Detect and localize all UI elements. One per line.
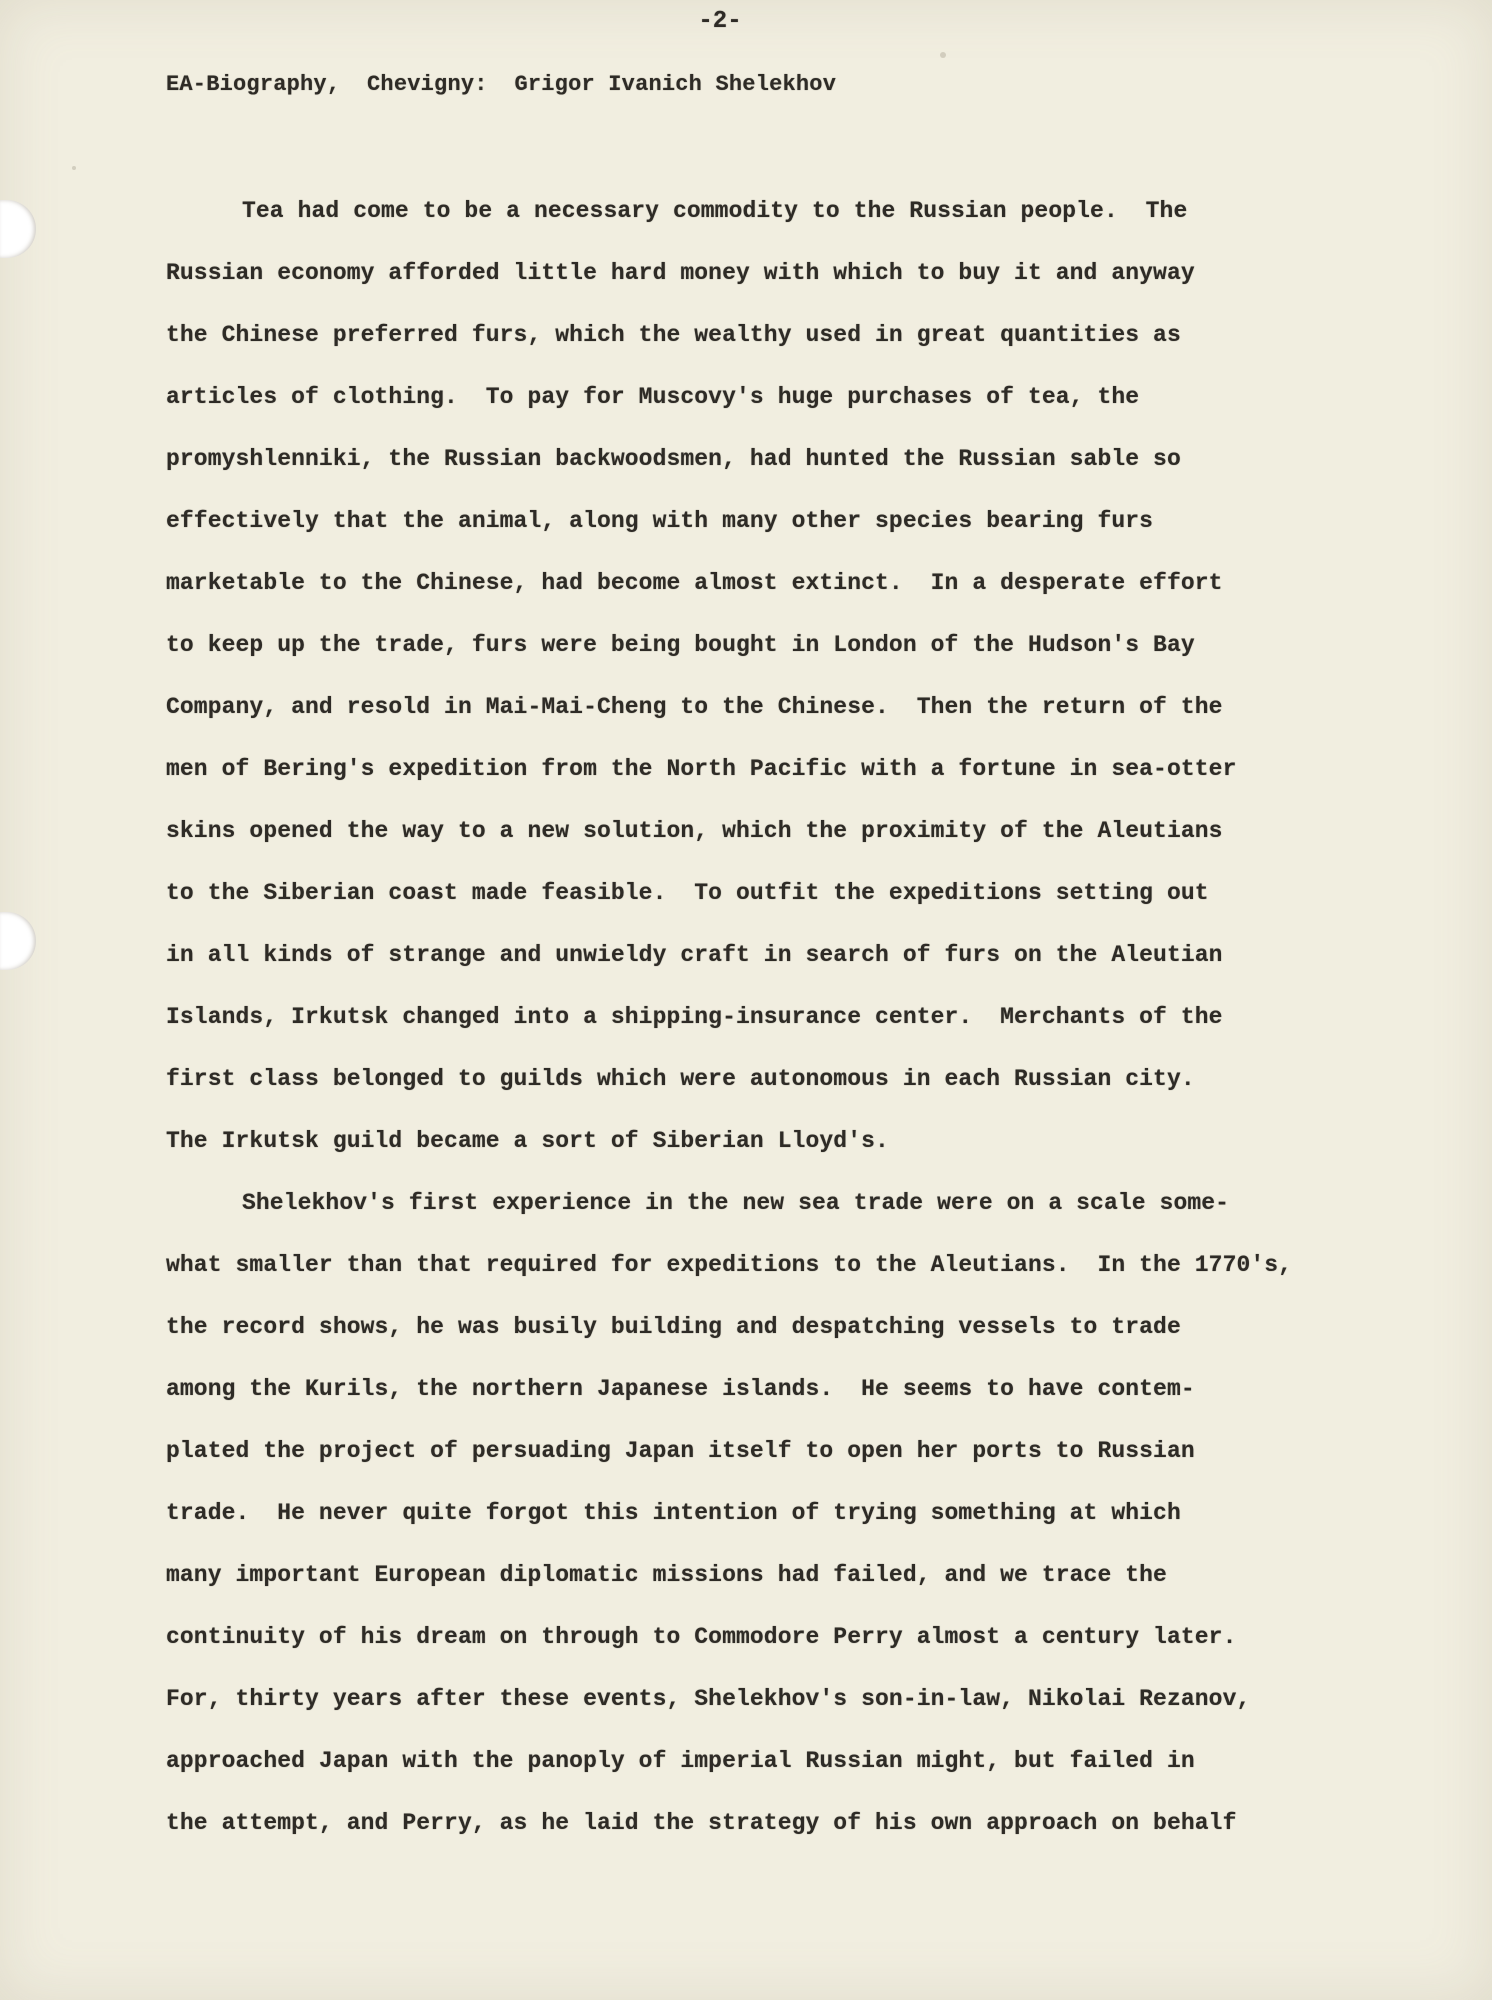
text-line: continuity of his dream on through to Commodore Perry almost a century later. [166, 1624, 1237, 1650]
text-line: approached Japan with the panoply of imperial Russian might, but failed in [166, 1748, 1195, 1774]
text-line: articles of clothing. To pay for Muscovy's huge purchases of tea, the [166, 384, 1140, 410]
text-line: Tea had come to be a necessary commodity to the Russian people. The [242, 198, 1188, 224]
text-line: many important European diplomatic missions had failed, and we trace the [166, 1562, 1167, 1588]
text-line: what smaller than that required for expeditions to the Aleutians. In the 1770's, [166, 1252, 1293, 1278]
text-line: The Irkutsk guild became a sort of Siberian Lloyd's. [166, 1128, 889, 1154]
text-line: the attempt, and Perry, as he laid the strategy of his own approach on behalf [166, 1810, 1237, 1836]
text-line: the record shows, he was busily building and despatching vessels to trade [166, 1314, 1181, 1340]
text-line: Shelekhov's first experience in the new sea trade were on a scale some- [242, 1190, 1230, 1216]
text-line: trade. He never quite forgot this intention of trying something at which [166, 1500, 1181, 1526]
text-line: first class belonged to guilds which were autonomous in each Russian city. [166, 1066, 1195, 1092]
text-line: Company, and resold in Mai-Mai-Cheng to the Chinese. Then the return of the [166, 694, 1223, 720]
body-text [166, 192, 1406, 1866]
text-line: skins opened the way to a new solution, which the proximity of the Aleutians [166, 818, 1223, 844]
page-number: -2- [698, 8, 742, 35]
text-line: among the Kurils, the northern Japanese islands. He seems to have contem- [166, 1376, 1195, 1402]
text-line: Islands, Irkutsk changed into a shipping-insurance center. Merchants of the [166, 1004, 1223, 1030]
text-line: to the Siberian coast made feasible. To outfit the expeditions setting out [166, 880, 1209, 906]
text-line: promyshlenniki, the Russian backwoodsmen, had hunted the Russian sable so [166, 446, 1181, 472]
text-line: to keep up the trade, furs were being bought in London of the Hudson's Bay [166, 632, 1195, 658]
text-line: plated the project of persuading Japan itself to open her ports to Russian [166, 1438, 1195, 1464]
punch-hole [0, 912, 36, 970]
text-line: effectively that the animal, along with many other species bearing furs [166, 508, 1154, 534]
punch-hole [0, 200, 36, 258]
text-line: For, thirty years after these events, Shelekhov's son-in-law, Nikolai Rezanov, [166, 1686, 1251, 1712]
text-line: in all kinds of strange and unwieldy craft in search of furs on the Aleutian [166, 942, 1223, 968]
ink-mark [940, 52, 946, 58]
running-head: EA-Biography, Chevigny: Grigor Ivanich Shelekhov [166, 72, 837, 97]
text-line: marketable to the Chinese, had become almost extinct. In a desperate effort [166, 570, 1223, 596]
text-line: men of Bering's expedition from the North Pacific with a fortune in sea-otter [166, 756, 1237, 782]
text-line: the Chinese preferred furs, which the wealthy used in great quantities as [166, 322, 1181, 348]
text-line: Russian economy afforded little hard money with which to buy it and anyway [166, 260, 1195, 286]
ink-mark [72, 166, 76, 170]
